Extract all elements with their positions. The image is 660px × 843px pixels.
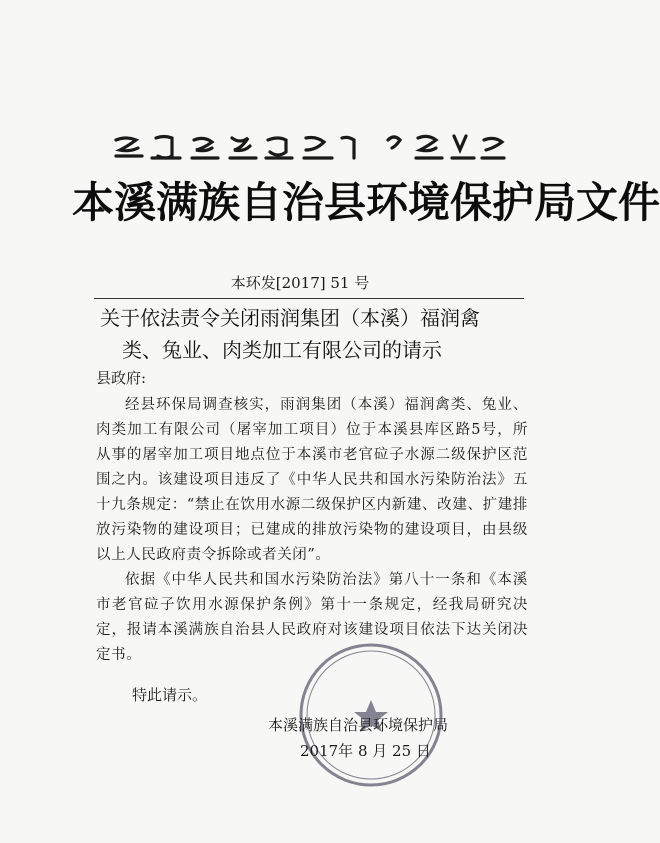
document-number: 本环发[2017] 51 号 bbox=[230, 274, 370, 292]
organization-title: 本溪满族自治县环境保护局文件 bbox=[72, 178, 660, 227]
document-subject bbox=[100, 302, 530, 366]
subject-line-1: 关于依法责令关闭雨润集团（本溪）福润禽 bbox=[100, 306, 480, 330]
subject-line-2: 类、兔业、肉类加工有限公司的请示 bbox=[122, 338, 442, 362]
body-paragraph-1: 经县环保局调查核实，雨润集团（本溪）福润禽类、兔业、肉类加工有限公司（屠宰加工项目）位于本溪县库区路5号，所从事的屠宰加工项目地点位于本溪市老官砬子水源二级保护区范围之内。该建设项目违反了《中华人民共和国水污染防治法》五十九条规定：“禁止在饮用水源二级保护区内新建、改建、扩建排放污染物的建设项目；已建成的排放污染物的建设项目，由县级以上人民政府责令拆除或者关闭”。 bbox=[96, 397, 528, 563]
signature-date: 2017年 8 月 25 日 bbox=[300, 742, 431, 760]
addressee: 县政府: bbox=[96, 369, 147, 387]
signature-organization: 本溪满族自治县环境保护局 bbox=[268, 716, 449, 734]
closing-remark: 特此请示。 bbox=[132, 686, 208, 704]
mongolian-script-header bbox=[108, 128, 508, 168]
body-text bbox=[96, 393, 528, 668]
mongolian-script-graphic bbox=[108, 128, 508, 168]
header-divider bbox=[94, 298, 524, 299]
body-paragraph-2: 依据《中华人民共和国水污染防治法》第八十一条和《本溪市老官砬子饮用水源保护条例》第十一条规定，经我局研究决定，报请本溪满族自治县人民政府对该建设项目依法下达关闭决定书。 bbox=[96, 572, 528, 663]
